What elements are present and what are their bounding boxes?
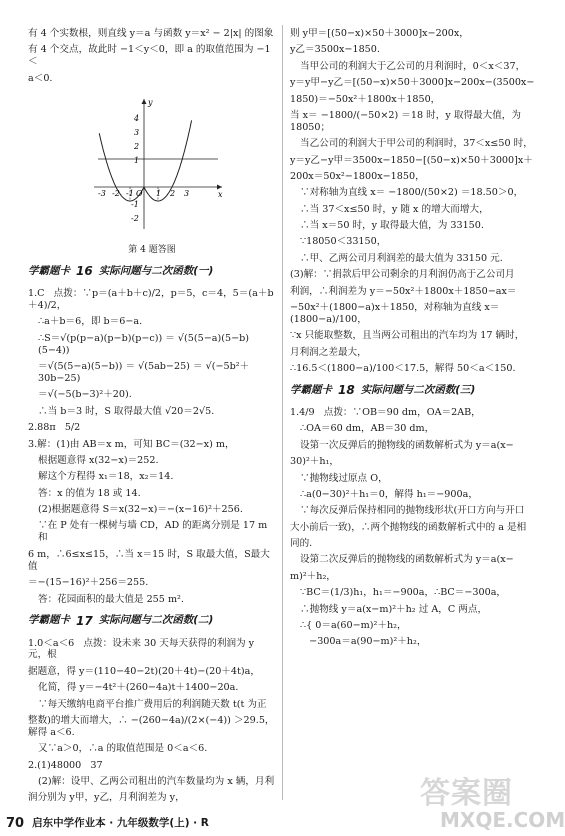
y-tick: 2 bbox=[134, 141, 140, 151]
x-axis-arrow bbox=[217, 184, 222, 189]
column-divider bbox=[282, 25, 283, 800]
page-footer bbox=[6, 813, 306, 835]
text-line: ∴a(0−30)²＋h₁＝0，解得 h₁＝−900a， bbox=[300, 488, 478, 500]
text-line: −300a＝a(90−m)²＋h₂， bbox=[300, 636, 427, 648]
intro-line: 有 4 个交点，故此时 −1＜y＜0，即 a 的取值范围为 −1＜ bbox=[28, 44, 271, 68]
section-icon-label: 学霸题卡 bbox=[290, 384, 332, 397]
origin-label: O bbox=[136, 188, 143, 198]
text-line: −50x²＋(1800−a)x＋1850，对称轴为直线 x＝(1800−a)/100， bbox=[290, 301, 500, 325]
text-line: 3.解：(1)由 AB＝x m，可知 BC＝(32−x) m， bbox=[28, 438, 235, 450]
text-line: 据题意，得 y＝(110−40−2t)(20＋4t)−(20＋4t)a， bbox=[28, 665, 260, 677]
section-title: 实际问题与二次函数(二) bbox=[98, 614, 214, 627]
text-line: ∵18050＜33150， bbox=[300, 236, 387, 248]
text-line: 解这个方程得 x₁＝18，x₂＝14. bbox=[38, 471, 174, 483]
x-tick: -2 bbox=[112, 188, 120, 198]
y-tick: 1 bbox=[134, 155, 140, 165]
text-line: 200x＝50x²−1800x−1850， bbox=[290, 170, 425, 182]
left-column bbox=[28, 28, 276, 809]
watermark-url: MXQE.COM bbox=[440, 808, 565, 832]
text-line: 则 y甲＝[(50−x)×50＋3000]x−200x， bbox=[290, 28, 469, 39]
text-line: ∴OA＝60 dm，AB＝30 dm， bbox=[300, 423, 435, 435]
x-label: x bbox=[218, 189, 223, 199]
text-line: 1.C 点拨：∵p＝(a＋b＋c)/2，p＝5，c＝4，5＝(a＋b＋4)/2， bbox=[28, 287, 274, 311]
text-line: 1850)＝−50x²＋1800x＋1850， bbox=[290, 93, 441, 105]
text-line: 整数)的增大而增大，∴ −(260−4a)/(2×(−4)) ＞29.5，解得 a＜6. bbox=[28, 714, 275, 738]
text-line: ∵BC＝(1/3)h₁，h₁＝−900a，∴BC＝−300a， bbox=[300, 587, 507, 599]
x-tick: 1 bbox=[156, 188, 162, 198]
section-title: 实际问题与二次函数(一) bbox=[98, 264, 214, 277]
continuation-body bbox=[290, 28, 550, 375]
text-line: ∴抛物线 y＝a(x−m)²＋h₂ 过 A，C 两点， bbox=[300, 603, 488, 615]
text-line: y＝y甲−y乙＝[(50−x)×50＋3000]x−200x−(3500x− bbox=[290, 77, 535, 89]
text-line: y乙＝3500x−1850. bbox=[290, 44, 380, 56]
text-line: 润分别为 y甲，y乙，月利润差为 y， bbox=[28, 792, 185, 804]
text-line: ∴当 b＝3 时，S 取得最大值 √20＝2√5. bbox=[38, 405, 215, 417]
text-line: ∴S＝√(p(p−a)(p−b)(p−c)) ＝ √(5(5−a)(5−b)(5−4)) bbox=[38, 332, 250, 356]
text-line: ∴当 37＜x≤50 时，y 随 x 的增大而增大， bbox=[300, 203, 489, 215]
text-line: (3)解：∵捐款后甲公司剩余的月利润仍高于乙公司月 bbox=[290, 269, 515, 281]
section-icon-label: 学霸题卡 bbox=[28, 614, 70, 627]
text-line: ∴a＋b＝6，即 b＝6−a. bbox=[38, 316, 143, 328]
text-line: ∴甲、乙两公司月利润差的最大值为 33150 元. bbox=[300, 252, 503, 264]
text-line: ＝√(−5(b−3)²＋20). bbox=[38, 389, 132, 401]
text-line: ∵对称轴为直线 x＝ −1800/(50×2) ＝18.50＞0， bbox=[300, 187, 524, 199]
x-tick: 3 bbox=[184, 188, 190, 198]
y-axis-arrow bbox=[142, 99, 147, 104]
y-tick: -1 bbox=[131, 199, 139, 209]
text-line: 设第二次反弹后的抛物线的函数解析式为 y＝a(x− bbox=[300, 554, 514, 566]
text-line: (2)根据题意得 S＝x(32−x)＝−(x−16)²＋256. bbox=[38, 504, 243, 516]
section-18-body bbox=[290, 407, 550, 648]
text-line: 30)²＋h₁， bbox=[290, 456, 340, 468]
section-number: 18 bbox=[338, 383, 355, 398]
book-title: 启东中学作业本 · 九年级数学(上) · R bbox=[32, 817, 209, 830]
section-icon-label: 学霸题卡 bbox=[28, 264, 70, 277]
text-line: 答：x 的值为 18 或 14. bbox=[38, 487, 141, 499]
section-number: 16 bbox=[76, 263, 93, 278]
text-line: ＝−(15−16)²＋256＝255. bbox=[28, 577, 149, 589]
text-line: 大小前后一致)，∴两个抛物线的函数解析式中的 a 是相 bbox=[290, 521, 527, 533]
page-number: 70 bbox=[6, 815, 25, 831]
text-line: 化简，得 y＝−4t²＋(260−4a)t＋1400−20a. bbox=[38, 682, 239, 694]
text-line: 月利润之差最大， bbox=[290, 346, 367, 358]
y-label: y bbox=[148, 97, 153, 107]
section-16-body bbox=[28, 288, 276, 606]
section-header-18 bbox=[290, 383, 550, 398]
text-line: 当 x＝ −1800/(−50×2) ＝18 时，y 取得最大值，为 18050； bbox=[290, 109, 525, 133]
x-tick: -3 bbox=[98, 188, 106, 198]
text-line: ∵在 P 处有一棵树与墙 CD，AD 的距离分别是 17 m 和 bbox=[38, 520, 271, 544]
text-line: ∵每天缴纳电商平台推广费用后的利润随天数 t(t 为正 bbox=[38, 698, 267, 710]
section-title: 实际问题与二次函数(三) bbox=[360, 384, 476, 397]
text-line: 1.4/9 点拨：∵OB＝90 dm，OA＝2AB， bbox=[290, 407, 481, 419]
section-header-17 bbox=[28, 614, 276, 629]
text-line: 同的. bbox=[290, 538, 313, 550]
y-tick: 4 bbox=[134, 113, 140, 123]
text-line: m)²＋h₂， bbox=[290, 570, 336, 582]
text-line: 根据题意得 x(32−x)＝252. bbox=[38, 454, 159, 466]
figure-caption: 第 4 题答图 bbox=[128, 244, 176, 255]
text-line: ∵抛物线过原点 O， bbox=[300, 472, 388, 484]
intro-line: 有 4 个实数根，则直线 y＝a 与函数 y＝x² − 2|x| 的图象 bbox=[28, 28, 274, 39]
graph-svg bbox=[90, 91, 230, 241]
text-line: y＝y乙−y甲＝3500x−1850−[(50−x)×50＋3000]x＋ bbox=[290, 154, 533, 166]
text-line: ∴16.5＜(1800−a)/100＜17.5，解得 50＜a＜150. bbox=[290, 363, 516, 375]
text-line: ∴{ 0＝a(60−m)²＋h₂， bbox=[300, 619, 407, 631]
x-tick: -1 bbox=[126, 188, 134, 198]
y-tick: -2 bbox=[131, 213, 139, 223]
text-line: ∵x 只能取整数，且当两公司租出的汽车均为 17 辆时， bbox=[290, 330, 525, 342]
text-line: 利润，∴利润差为 y＝−50x²＋1800x＋1850−ax＝ bbox=[290, 285, 517, 297]
text-line: 6 m，∴6≤x≤15，∴当 x＝15 时，S 取最大值，S最大值 bbox=[28, 548, 270, 572]
text-line: 当甲公司的利润大于乙公司的月利润时，0＜x＜37， bbox=[300, 60, 526, 72]
x-tick: 2 bbox=[170, 188, 176, 198]
right-column bbox=[290, 28, 550, 653]
text-line: 当乙公司的利润大于甲公司的利润时，37＜x≤50 时， bbox=[300, 138, 533, 150]
text-line: 1.0＜a＜6 点拨：设未来 30 天每天获得的利润为 y 元，根 bbox=[28, 637, 258, 661]
text-line: 2.(1)48000 37 bbox=[28, 759, 103, 771]
intro-line: a＜0. bbox=[28, 72, 53, 84]
section-number: 17 bbox=[76, 613, 93, 628]
y-tick: 3 bbox=[134, 127, 140, 137]
text-line: 2.88π 5/2 bbox=[28, 422, 81, 434]
section-header-16 bbox=[28, 264, 276, 279]
text-line: ∴当 x＝50 时，y 取得最大值，为 33150. bbox=[300, 220, 484, 232]
text-line: 答：花园面积的最大值是 255 m². bbox=[38, 593, 184, 605]
text-line: ∵每次反弹后保持相同的抛物线形状(开口方向与开口 bbox=[300, 505, 525, 517]
text-line: ＝√(5(5−a)(5−b)) ＝ √(5ab−25) ＝ √(−5b²＋30b−25) bbox=[38, 361, 250, 385]
text-line: 又∵a＞0，∴a 的取值范围是 0＜a＜6. bbox=[38, 743, 208, 755]
section-17-body bbox=[28, 638, 276, 805]
watermark-logo: 答案圈 bbox=[420, 776, 513, 811]
text-line: 设第一次反弹后的抛物线的函数解析式为 y＝a(x− bbox=[300, 439, 514, 451]
text-line: (2)解：设甲、乙两公司租出的汽车数量均为 x 辆，月利 bbox=[38, 776, 275, 788]
function-graph bbox=[90, 91, 230, 241]
